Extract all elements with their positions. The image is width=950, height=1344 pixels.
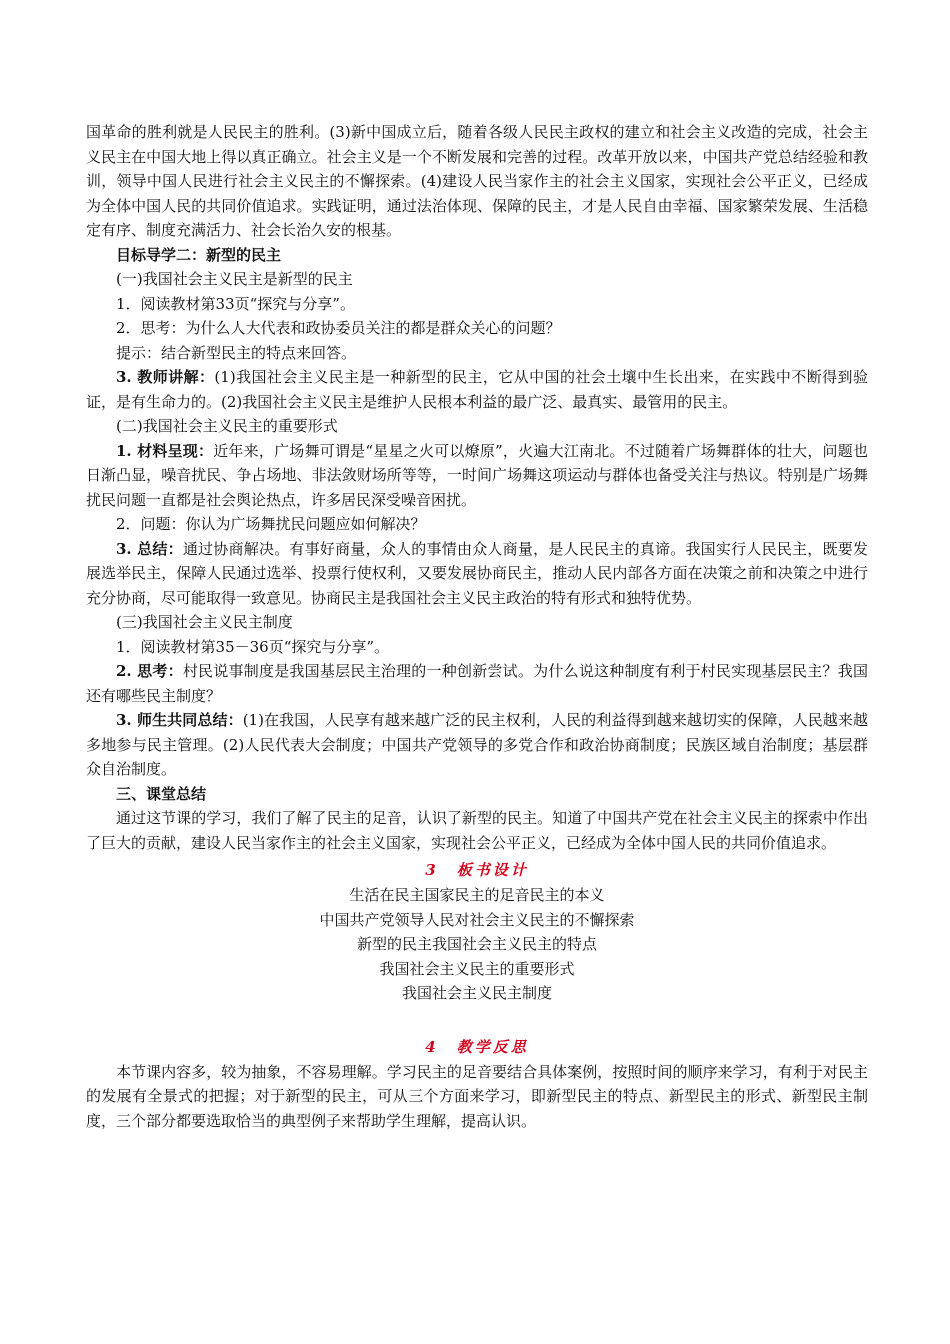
s2-item3-label: 3. 总结： (116, 539, 183, 558)
s1-item3-label: 3. 教师讲解： (116, 368, 215, 386)
s1-item3 (86, 365, 868, 414)
s2-item1-label: 1. 材料呈现： (116, 441, 214, 460)
board-design-title: 3 板书设计 (425, 861, 529, 879)
goal2-heading: 目标导学二：新型的民主 (116, 245, 282, 264)
board-line: 我国社会主义民主制度 (401, 984, 552, 1002)
s3-item2 (86, 659, 868, 708)
s3-title: (三)我国社会主义民主制度 (116, 613, 293, 631)
s1-item3-text: (1)我国社会主义民主是一种新型的民主，它从中国的社会土壤中生长出来，在实践中不断得到验证，是有生命力的。(2)我国社会主义民主是维护人民根本利益的最广泛、最真实、最管用的民主。 (86, 368, 868, 411)
s1-title: (一)我国社会主义民主是新型的民主 (116, 270, 353, 288)
s2-item1-text: 近年来，广场舞可谓是“星星之火可以燎原”，火遍大江南北。不过随着广场舞群体的壮大，问题也日渐凸显，噪音扰民、争占场地、非法敛财场所等等，一时间广场舞这项运动与群体也备受关注与热议。特别是广场舞扰民问题一直都是社会舆论热点，许多居民深受噪音困扰。 (86, 441, 868, 509)
s2-item3 (86, 537, 868, 611)
s2-item2: 2．问题：你认为广场舞扰民问题应如何解决？ (116, 515, 426, 533)
s1-item2: 2．思考：为什么人大代表和政协委员关注的都是群众关心的问题？ (116, 319, 561, 337)
s3-item3 (86, 708, 868, 782)
reflection-title: 4 教学反思 (425, 1037, 529, 1056)
board-line: 中国共产党领导人民对社会主义民主的不懈探索 (319, 910, 635, 929)
s3-item2-label: 2. 思考： (116, 662, 183, 680)
summary-heading: 三、课堂总结 (116, 784, 207, 803)
s1-hint: 提示：结合新型民主的特点来回答。 (116, 343, 357, 362)
s3-item2-text: 村民说事制度是我国基层民主治理的一种创新尝试。为什么说这种制度有利于村民实现基层民主？我国还有哪些民主制度？ (86, 662, 868, 705)
summary-text: 通过这节课的学习，我们了解了民主的足音，认识了新型的民主。知道了中国共产党在社会主义民主的探索中作出了巨大的贡献，建设人民当家作主的社会主义国家，实现社会公平正义，已经成为全体中国人民的共同价值追求。 (86, 809, 868, 852)
s3-item3-text: (1)在我国，人民享有越来越广泛的民主权利，人民的利益得到越来越切实的保障，人民越来越多地参与民主管理。(2)人民代表大会制度；中国共产党领导的多党合作和政治协商制度；民族区域自治制度；基层群众自治制度。 (86, 711, 868, 778)
reflection-text: 本节课内容多，较为抽象，不容易理解。学习民主的足音要结合具体案例，按照时间的顺序来学习，有利于对民主的发展有全景式的把握；对于新型的民主，可从三个方面来学习，即新型民主的特点、新型民主的形式、新型民主制度，三个部分都要选取恰当的典型例子来帮助学生理解，提高认识。 (86, 1062, 868, 1130)
s3-item1: 1．阅读教材第35－36页“探究与分享”。 (116, 637, 390, 656)
s2-item1 (86, 439, 868, 513)
intro-paragraph: 国革命的胜利就是人民民主的胜利。(3)新中国成立后，随着各级人民民主政权的建立和社会主义改造的完成，社会主义民主在中国大地上得以真正确立。社会主义是一个不断发展和完善的过程。改革开放以来，中国共产党总结经验和教训，领导中国人民进行社会主义民主的不懈探索。(4)建设人民当家作主的社会主义国家，实现社会公平正义，已经成为全体中国人民的共同价值追求。实践证明，通过法治体现、保障的民主，才是人民自由幸福、国家繁荣发展、生活稳定有序、制度充满活力、社会长治久安的根基。 (86, 123, 868, 239)
s3-item3-label: 3. 师生共同总结： (116, 711, 243, 729)
board-line: 新型的民主我国社会主义民主的特点 (356, 935, 597, 953)
board-line: 生活在民主国家民主的足音民主的本义 (349, 886, 605, 904)
document-page (86, 120, 868, 1133)
s1-item1: 1．阅读教材第33页“探究与分享”。 (116, 294, 355, 313)
spacer (86, 1006, 868, 1032)
s2-title: (二)我国社会主义民主的重要形式 (116, 417, 338, 435)
s2-item3-text: 通过协商解决。有事好商量，众人的事情由众人商量，是人民民主的真谛。我国实行人民民主，既要发展选举民主，保障人民通过选举、投票行使权利，又要发展协商民主，推动人民内部各方面在决策之前和决策之中进行充分协商，尽可能取得一致意见。协商民主是我国社会主义民主政治的特有形式和独特优势。 (86, 539, 868, 607)
board-line: 我国社会主义民主的重要形式 (379, 959, 575, 978)
